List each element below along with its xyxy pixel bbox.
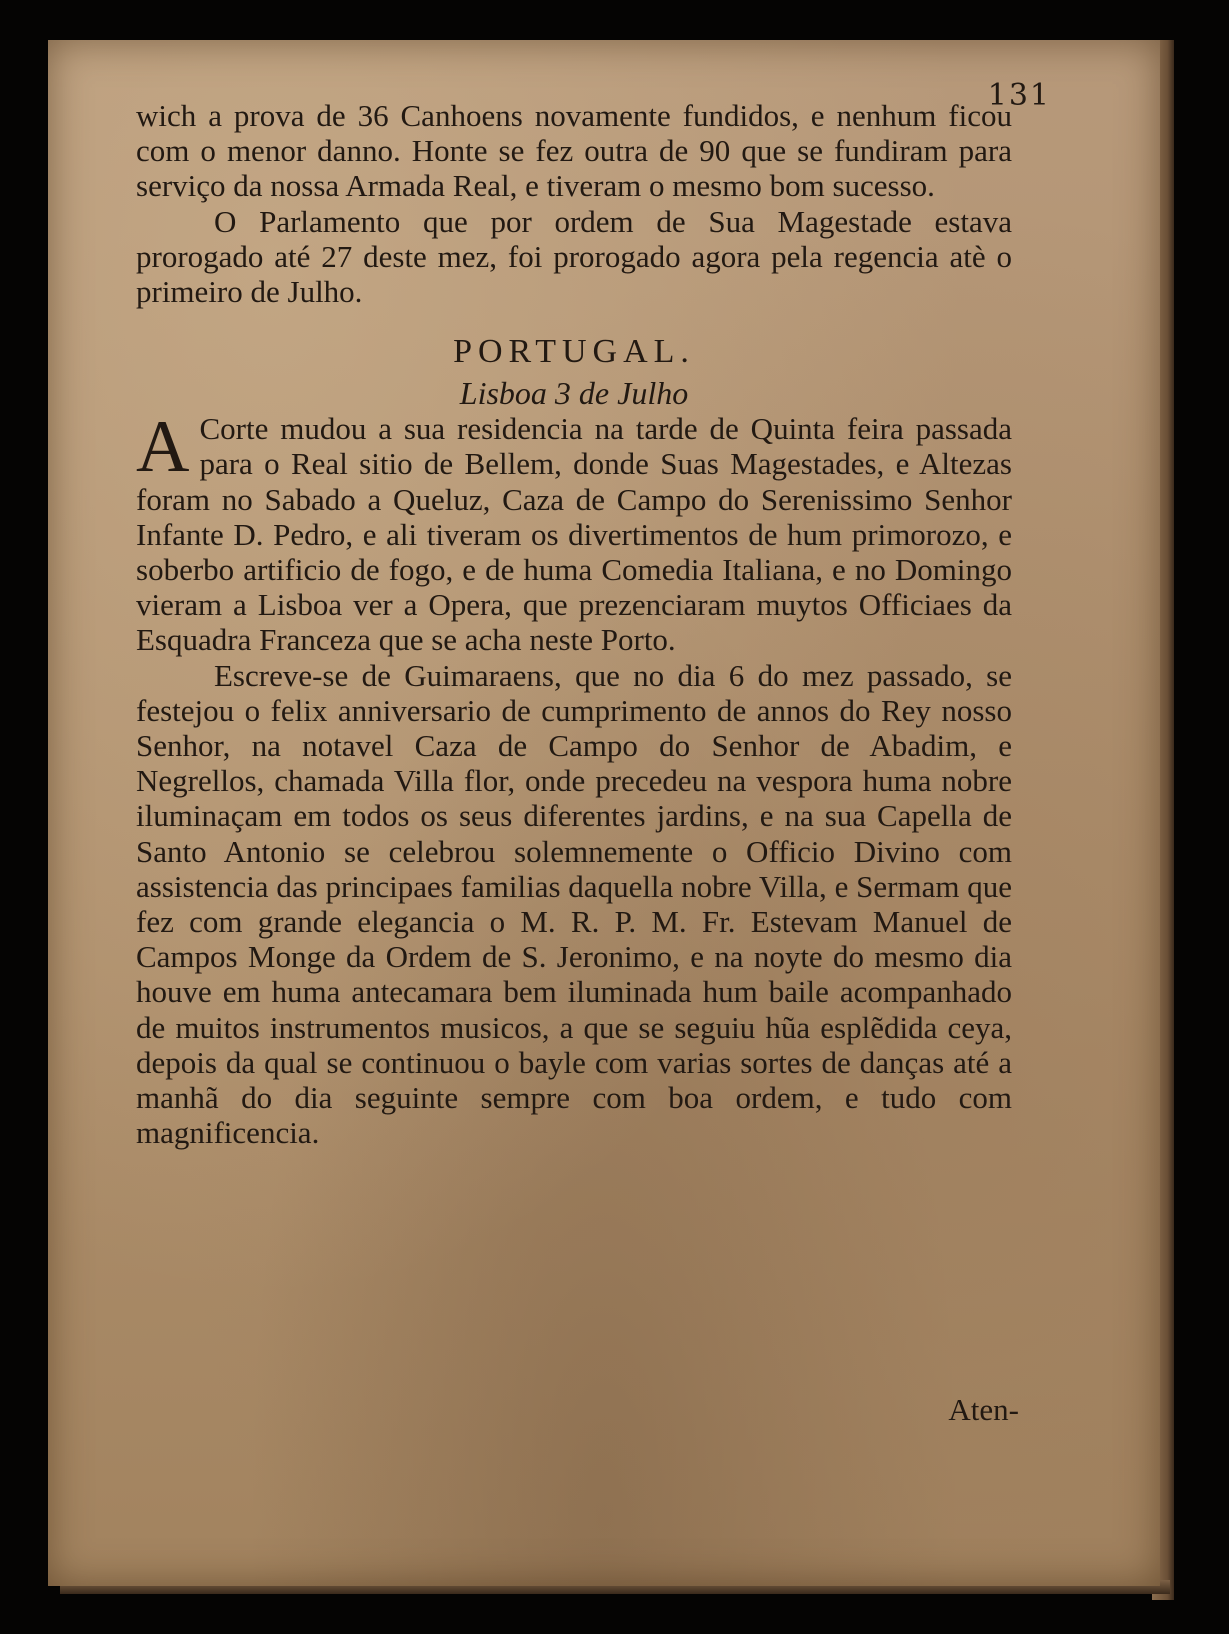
court-paragraph-block [136, 406, 1012, 658]
catchword: Aten- [948, 1392, 1019, 1427]
section-heading: PORTUGAL. [453, 333, 695, 371]
guimaraens-paragraph: Escreve-se de Guimaraens, que no dia 6 do mez passado, se festejou o felix anniversario de cumprimento de annos do Rey nosso Senhor, na notavel Caza de Campo do Senhor de Abadim, e Negrellos, chamada Villa flor, onde precedeu na vespora huma nobre iluminaçam em todos os seus diferentes jardins, e na sua Capella de Santo Antonio se celebrou solemnemente o Officio Divino com assistencia das principaes familias daquella nobre Villa, e Sermam que fez com grande elegancia o M. R. P. M. Fr. Estevam Manuel de Campos Monge da Ordem de S. Jeronimo, e na noyte do mesmo dia houve em huma antecamara bem iluminada hum baile acompanhado de muitos instrumentos musicos, a que se seguiu hũa esplẽdida ceya, depois da qual se continuou o bayle com varias sortes de danças até a manhã do dia seguinte sempre com boa ordem, e tudo com magnificencia. [136, 657, 1012, 1151]
court-paragraph: Corte mudou a sua residencia na tarde de Quinta feira passada para o Real sitio de Bellem, donde Suas Magestades, e Altezas foram no Sabado a Queluz, Caza de Campo do Serenissimo Senhor Infante D. Pedro, e ali tiveram os divertimentos de hum primorozo, e soberbo artificio de fogo, e de huma Comedia Italiana, e no Domingo vieram a Lisboa ver a Opera, que prezenciaram muytos Officiaes da Esquadra Franceza que se acha neste Porto. [136, 411, 1012, 658]
page-number: 131 [987, 78, 1051, 113]
dateline: Lisboa 3 de Julho [459, 375, 689, 412]
parliament-paragraph: O Parlamento que por ordem de Sua Magestade estava prorogado até 27 deste mez, foi prorogado agora pela regencia atè o primeiro de Julho. [136, 203, 1012, 310]
drop-cap: A [136, 406, 190, 489]
page-body [136, 98, 1012, 1150]
opening-paragraph: wich a prova de 36 Canhoens novamente fundidos, e nenhum ficou com o menor danno. Honte se fez outra de 90 que se fundiram para serviço da nossa Armada Real, e tiveram o mesmo bom sucesso. [136, 98, 1012, 204]
